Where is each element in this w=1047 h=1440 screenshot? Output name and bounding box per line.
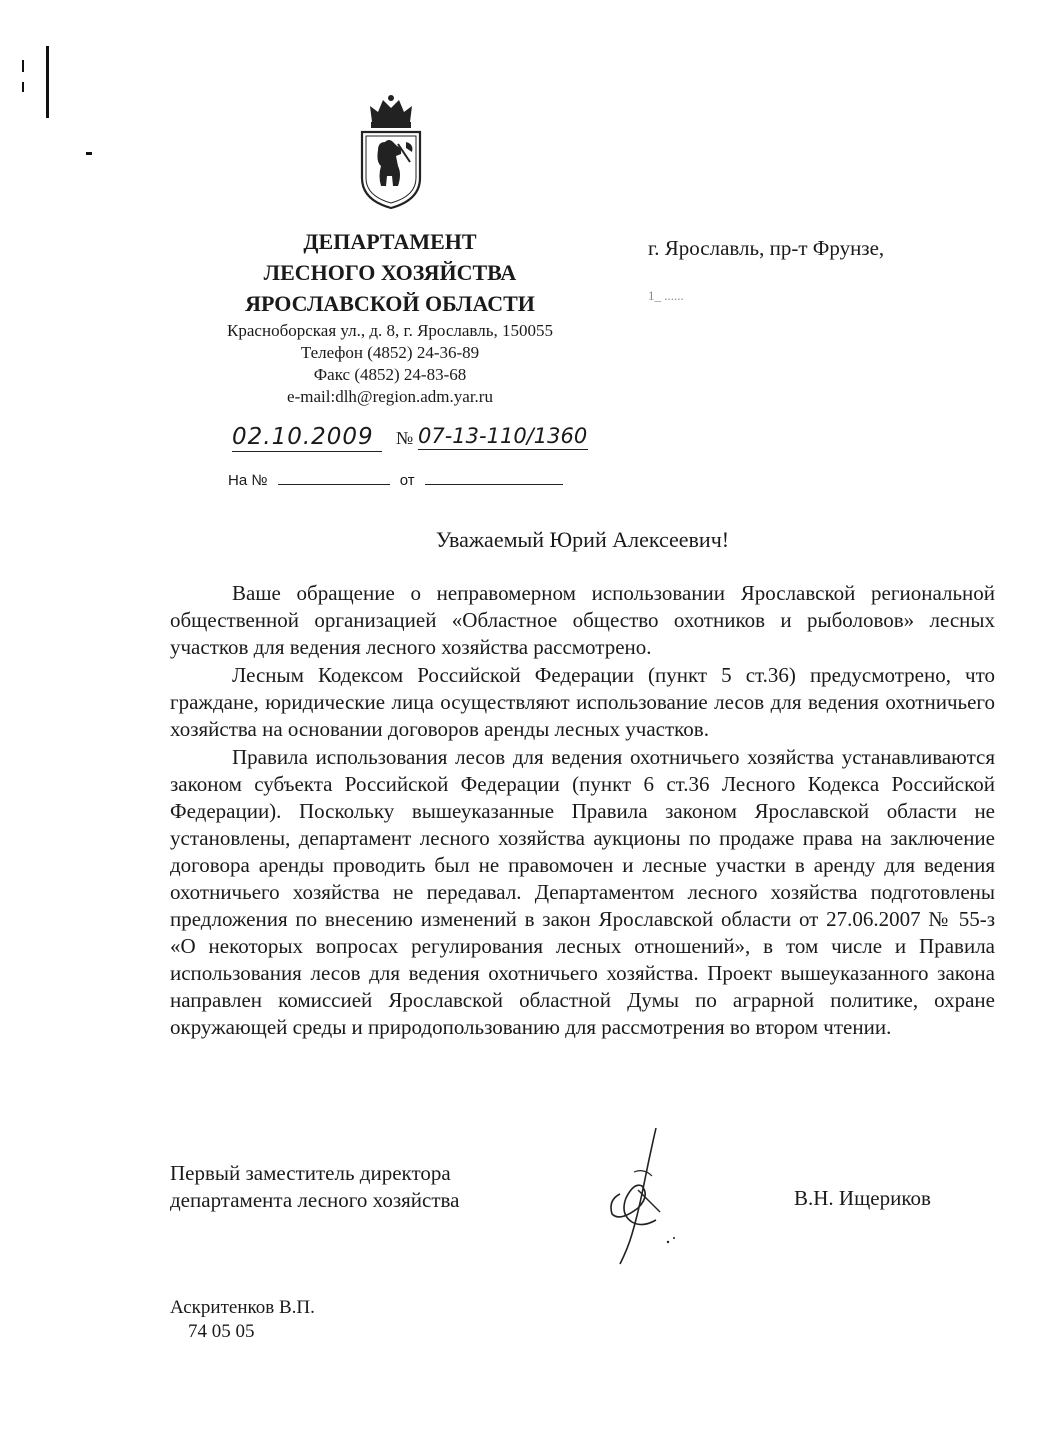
reference-date-line bbox=[425, 470, 563, 485]
reference-number-line bbox=[278, 470, 390, 485]
letter-date: 02.10.2009 bbox=[232, 424, 382, 452]
executor-phone: 74 05 05 bbox=[188, 1321, 255, 1342]
letter-number: 07-13-110/1360 bbox=[418, 424, 588, 448]
department-contacts bbox=[190, 320, 590, 408]
department-title-line: ЯРОСЛАВСКОЙ ОБЛАСТИ bbox=[245, 291, 535, 316]
body-paragraph: Правила использования лесов для ведения охотничьего хозяйства устанавливаются законом субъекта Российской Федерации (пункт 6 ст.36 Лесного Кодекса Российской Федерации). Поскольку вышеуказанные Правила законом Ярославской области не установлены, департамент лесного хозяйства аукционы по продаже права на заключение договора аренды проводить был не правомочен и лесные участки в аренду для ведения охотничьего хозяйства не передавал. Департаментом лесного хозяйства подготовлены предложения по внесению изменений в закон Ярославской области от 27.06.2007 № 55-з «О некоторых вопросах регулирования лесных отношений», в том числе и Правила использования лесов для ведения охотничьего хозяйства. Проект вышеуказанного закона направлен комиссией Ярославской областной Думы по аграрной политике, охране окружающей среды и природопользованию для рассмотрения во втором чтении. bbox=[170, 745, 995, 1039]
recipient-address: г. Ярославль, пр-т Фрунзе, bbox=[648, 236, 885, 260]
letter-body bbox=[170, 580, 995, 1042]
executor-info bbox=[170, 1296, 315, 1344]
signer-title-line: департамента лесного хозяйства bbox=[170, 1188, 460, 1212]
scan-artifact-dot bbox=[86, 152, 92, 155]
signer-title bbox=[170, 1160, 459, 1214]
scan-artifact-dash bbox=[22, 82, 24, 92]
scan-artifact-bar bbox=[46, 46, 49, 118]
department-address: Красноборская ул., д. 8, г. Ярославль, 150055 bbox=[227, 321, 553, 340]
recipient-faded-text: 1_ ...... bbox=[648, 288, 684, 303]
executor-name: Аскритенков В.П. bbox=[170, 1297, 315, 1318]
signer-name: В.Н. Ищериков bbox=[794, 1186, 931, 1210]
department-title-line: ЛЕСНОГО ХОЗЯЙСТВА bbox=[263, 260, 517, 285]
number-sign: № bbox=[396, 428, 414, 448]
incoming-reference bbox=[228, 470, 563, 489]
department-phone: Телефон (4852) 24-36-89 bbox=[300, 343, 480, 362]
department-fax: Факс (4852) 24-83-68 bbox=[313, 365, 467, 384]
department-title-line: ДЕПАРТАМЕНТ bbox=[303, 229, 477, 254]
body-paragraph: Ваше обращение о неправомерном использовании Ярославской региональной общественной организацией «Областное общество охотников и рыболовов» лесных участков для ведения лесного хозяйства рассмотрено. bbox=[170, 581, 995, 659]
department-title bbox=[190, 226, 590, 319]
reference-number-label: На № bbox=[228, 472, 268, 489]
handwritten-signature-icon bbox=[598, 1124, 678, 1270]
body-paragraph: Лесным Кодексом Российской Федерации (пункт 5 ст.36) предусмотрено, что граждане, юридические лица осуществляют использование лесов для ведения охотничьего хозяйства на основании договоров аренды лесных участков. bbox=[170, 663, 995, 741]
outgoing-registration bbox=[228, 424, 598, 454]
department-email: e-mail:dlh@region.adm.yar.ru bbox=[287, 387, 493, 406]
coat-of-arms-icon bbox=[356, 92, 426, 210]
salutation: Уважаемый Юрий Алексеевич! bbox=[435, 527, 730, 552]
reference-from-label: от bbox=[399, 472, 415, 489]
scan-artifact-dash bbox=[22, 60, 24, 72]
signer-title-line: Первый заместитель директора bbox=[170, 1161, 451, 1185]
